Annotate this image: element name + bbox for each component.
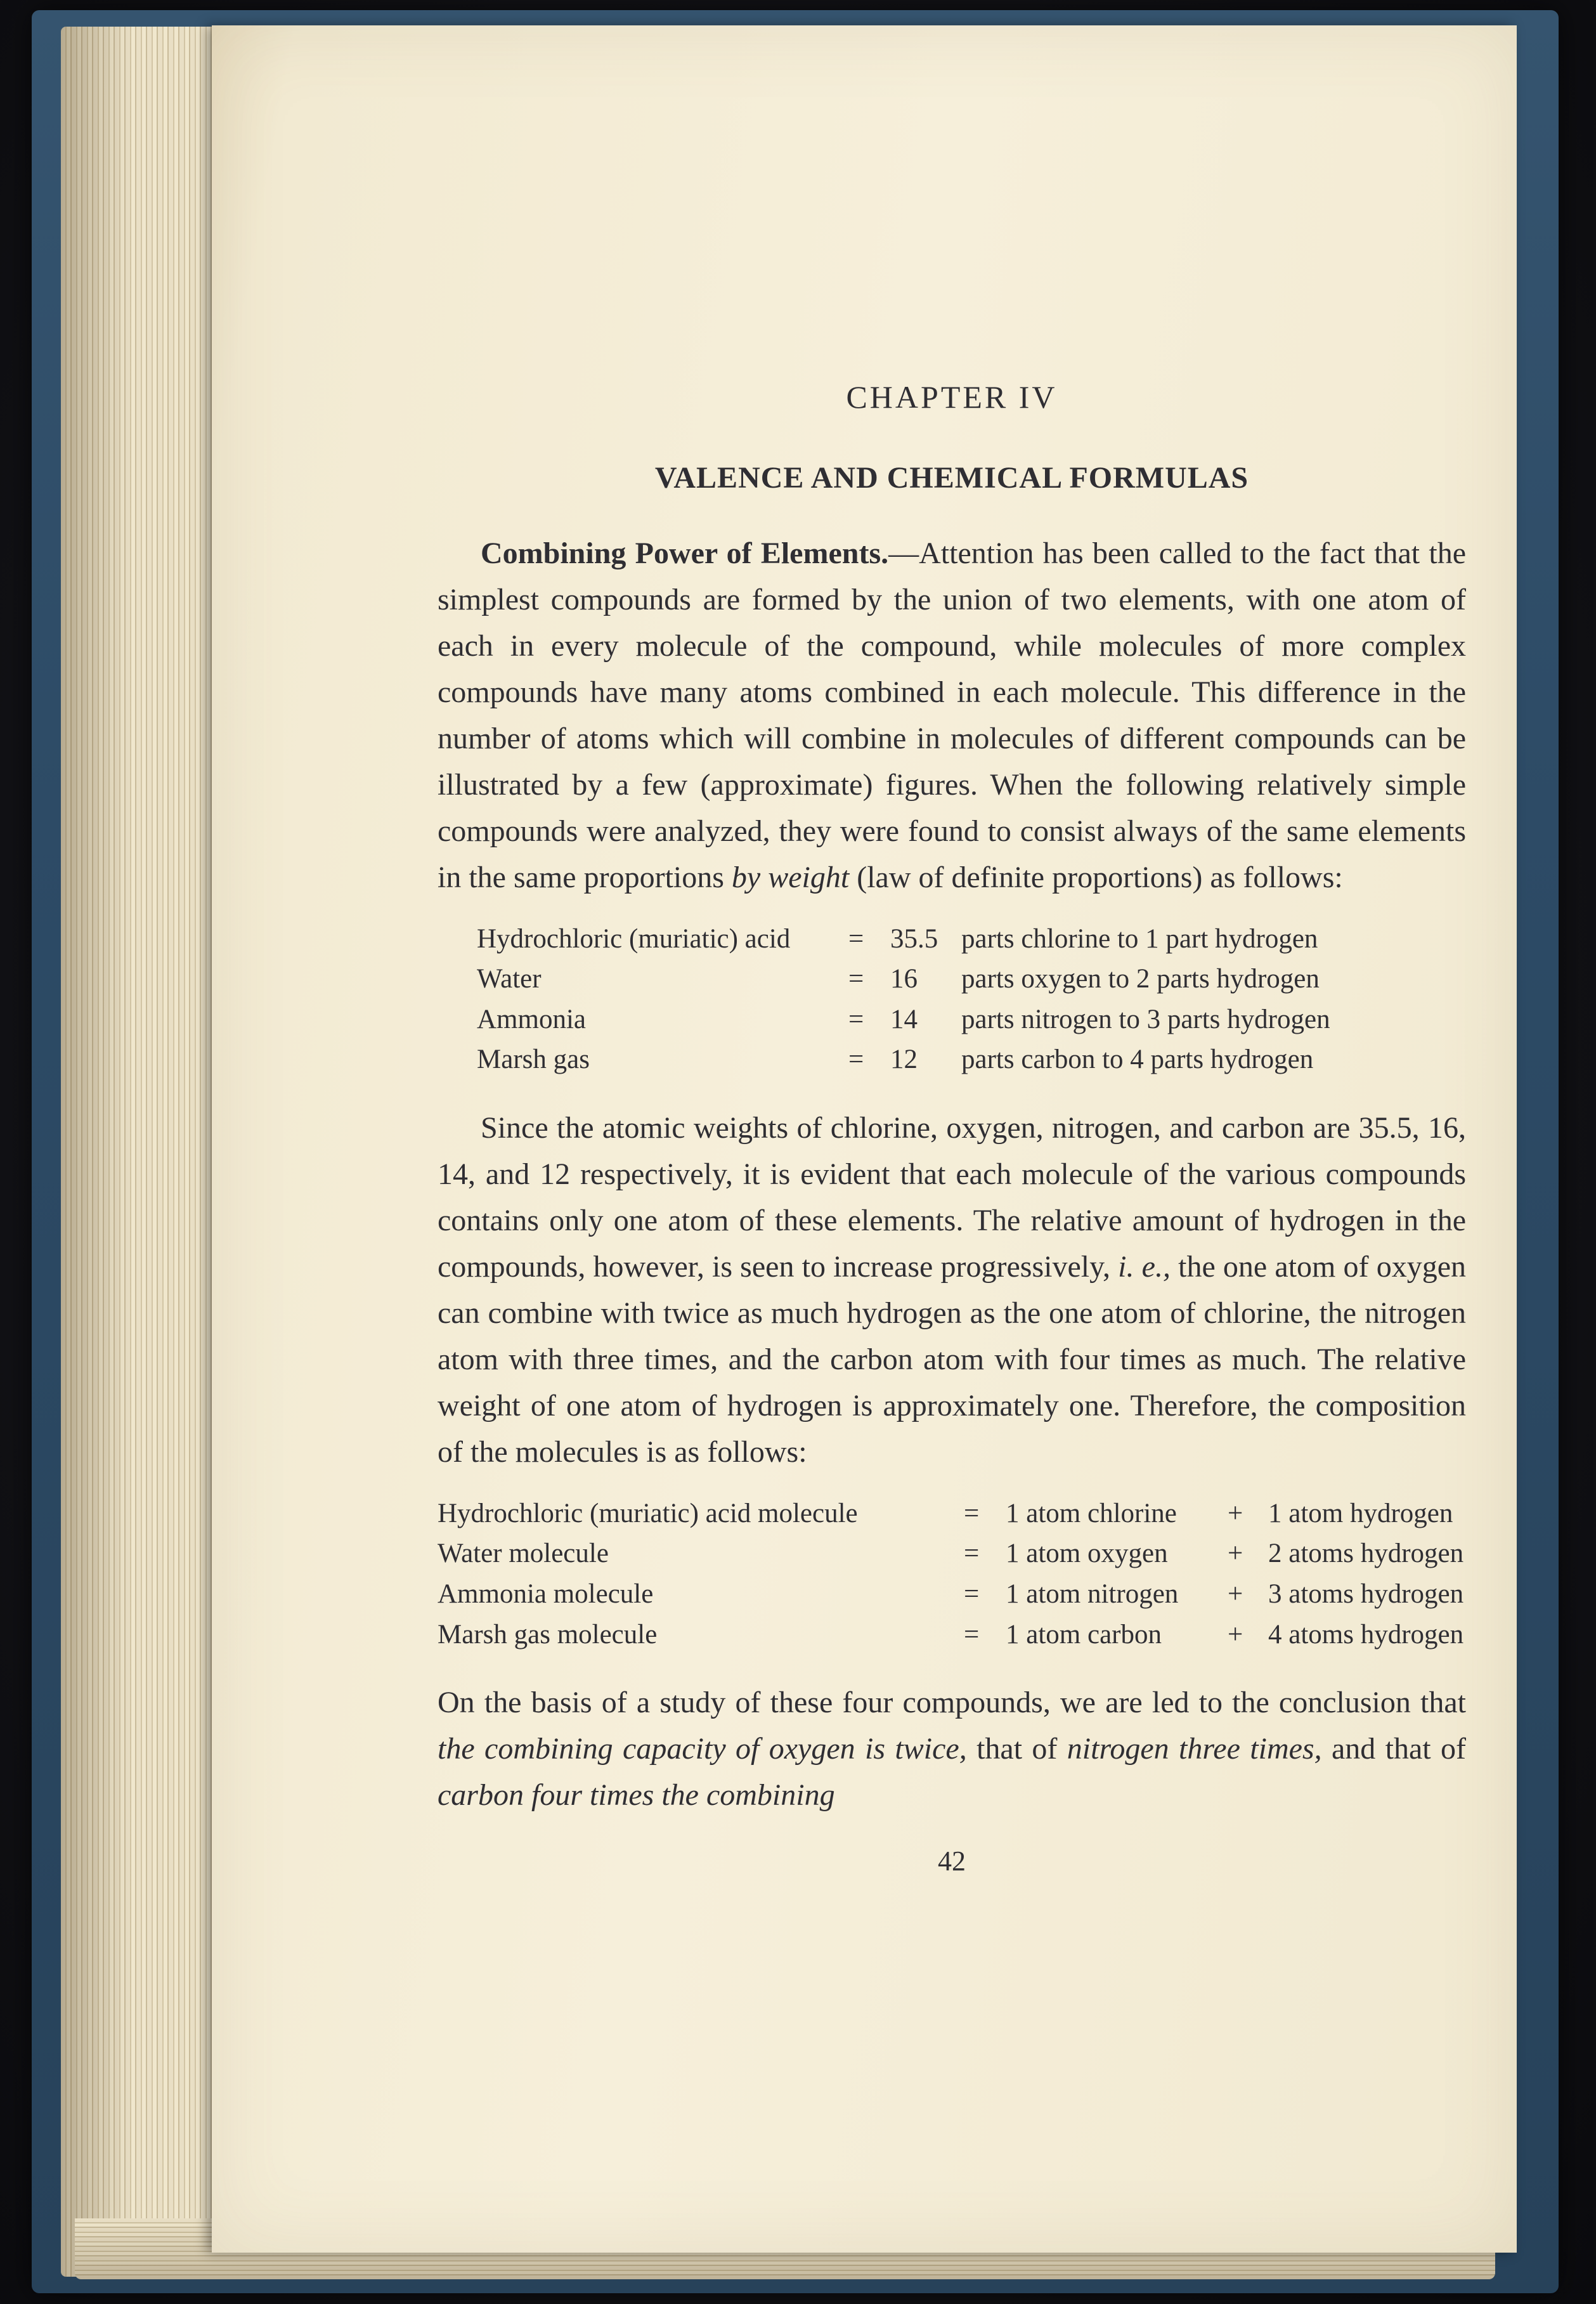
plus-sign: + [1228,1578,1243,1609]
table-row [477,959,1466,999]
plus-sign: + [1228,1619,1243,1650]
equals-sign: = [964,1539,980,1569]
table-row [438,1494,1466,1534]
table-row [438,1615,1466,1655]
table-row [477,1039,1466,1080]
proportion-description: parts oxygen to 2 parts hydrogen [961,964,1320,994]
paragraph-text: —Attention has been called to the fact that the simplest compounds are formed by the union of two elements, with one atom of each in every molecule of the compound, while molecules of more complex compounds have many atoms combined in each molecule. This difference in the number of atoms which will combine in molecules of different compounds can be illustrated by a few (approximate) figures. When the following relatively simple compounds were analyzed, they were found to consist always of the same elements in the same proportions [438,536,1467,894]
paragraph-text: (law of definite proportions) as follows: [849,860,1343,894]
equals-sign: = [964,1578,980,1609]
page-content [438,373,1466,1883]
amount-value: 16 [890,964,918,994]
proportion-description: parts carbon to 4 parts hydrogen [961,1045,1314,1075]
plus-sign: + [1228,1539,1243,1569]
paragraph-conclusion [438,1680,1466,1819]
equals-sign: = [848,1004,864,1034]
second-atom-count: 1 atom hydrogen [1268,1498,1453,1528]
second-atom-count: 4 atoms hydrogen [1268,1619,1464,1650]
compound-name: Ammonia molecule [438,1578,654,1609]
chapter-heading: CHAPTER IV [846,379,1058,415]
molecule-composition-table [438,1494,1466,1655]
second-atom-count: 2 atoms hydrogen [1268,1539,1464,1569]
proportions-table [438,919,1466,1081]
paragraph-text: the one atom of oxygen can combine with twice as much hydrogen as the one atom of chlorine, the nitrogen atom with three times, and the carbon atom with four times as much. The relative weight of one atom of hydrogen is approximately one. Therefore, the composition of the molecules is as follows: [438,1249,1466,1469]
italic-phrase-ie: i. e., [1118,1249,1171,1284]
proportion-description: parts nitrogen to 3 parts hydrogen [961,1004,1330,1034]
table-row [438,1574,1466,1615]
plus-sign: + [1228,1498,1243,1528]
italic-phrase-carbon-four: carbon four times the combining [438,1778,835,1813]
book-page [212,25,1517,2253]
paragraph-atomic-weights [438,1105,1466,1476]
paragraph-text: On the basis of a study of these four compounds, we are led to the conclusion that [438,1686,1466,1720]
table-row [438,1533,1466,1574]
page-number: 42 [938,1845,966,1877]
page-stack-left-edge [61,27,221,2277]
amount-value: 35.5 [890,923,938,954]
table-row [477,999,1466,1040]
italic-phrase-oxygen-twice: the combining capacity of oxygen is twice, [438,1732,967,1766]
equals-sign: = [964,1619,980,1650]
italic-phrase-nitrogen-three: nitrogen three times, [1067,1732,1322,1766]
first-atom-count: 1 atom chlorine [1006,1498,1177,1528]
paragraph-text: that of [966,1732,1067,1766]
section-title: VALENCE AND CHEMICAL FORMULAS [654,461,1249,495]
compound-name: Ammonia [477,1004,586,1034]
paragraph-text: and that of [1321,1732,1466,1766]
compound-name: Marsh gas molecule [438,1619,658,1650]
first-atom-count: 1 atom carbon [1006,1619,1162,1650]
compound-name: Marsh gas [477,1045,590,1075]
amount-value: 12 [890,1045,918,1075]
compound-name: Water molecule [438,1539,609,1569]
compound-name: Hydrochloric (muriatic) acid [477,923,791,954]
first-atom-count: 1 atom nitrogen [1006,1578,1179,1609]
paragraph-text: Since the atomic weights of chlorine, oxygen, nitrogen, and carbon are 35.5, 16, 14, and 12 respectively, it is evident that each molecule of the various compounds contains only one atom of these elements. The relative amount of hydrogen in the compounds, however, is seen to increase progressively, [438,1111,1466,1284]
second-atom-count: 3 atoms hydrogen [1268,1578,1464,1609]
table-row [477,919,1466,960]
italic-phrase-by-weight: by weight [731,860,850,894]
compound-name: Water [477,964,542,994]
amount-value: 14 [890,1004,918,1034]
equals-sign: = [964,1498,980,1528]
equals-sign: = [848,923,864,954]
first-atom-count: 1 atom oxygen [1006,1539,1168,1569]
paragraph-lead-bold: Combining Power of Elements. [481,536,889,570]
equals-sign: = [848,1045,864,1075]
compound-name: Hydrochloric (muriatic) acid molecule [438,1498,858,1528]
proportion-description: parts chlorine to 1 part hydrogen [961,923,1318,954]
paragraph-combining-power [438,531,1466,901]
equals-sign: = [848,964,864,994]
